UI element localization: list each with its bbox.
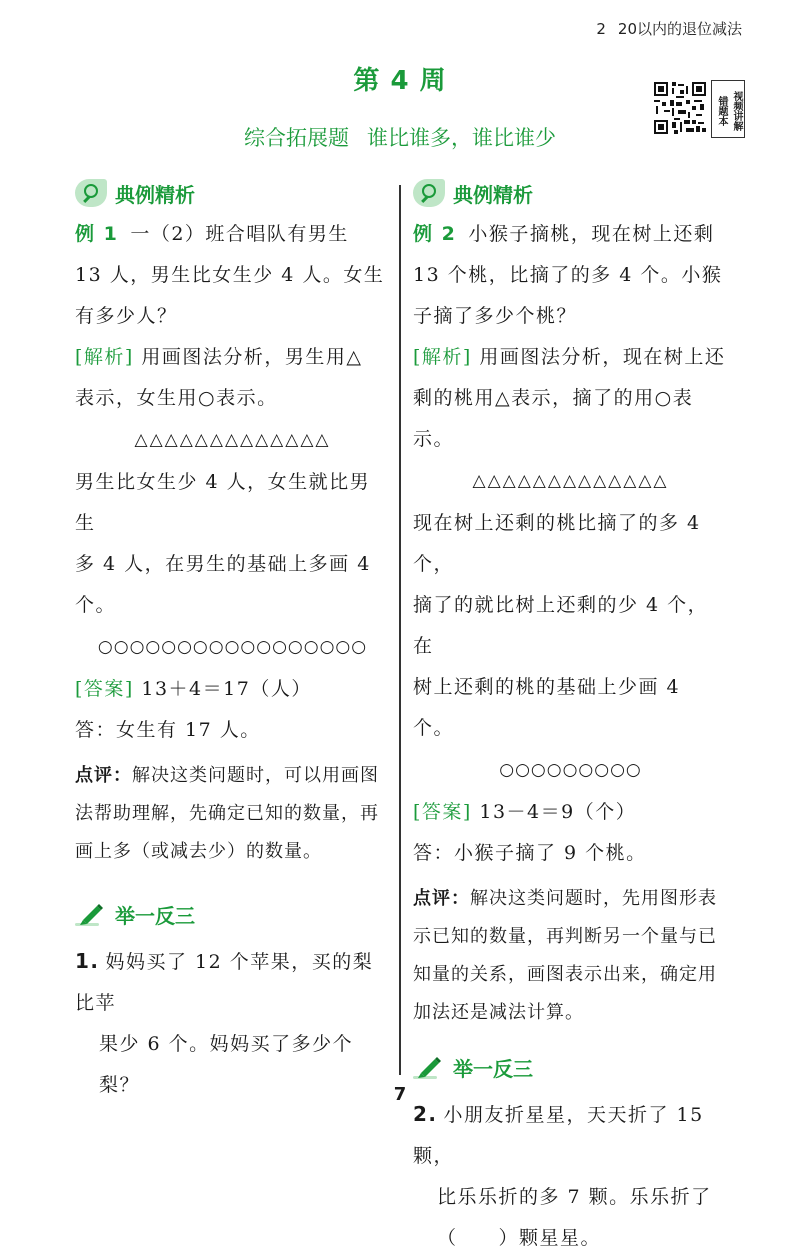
example-2-line: 13 个桃，比摘了的多 4 个。小猴: [413, 264, 723, 286]
comment-line: 加法还是减法计算。: [413, 1002, 584, 1023]
search-icon: [75, 179, 107, 207]
comment-line: 点评：解决这类问题时，先用图形表: [413, 888, 717, 909]
comment-line: 知量的关系，画图表示出来，确定用: [413, 964, 717, 985]
comment-line: 画上多（或减去少）的数量。: [75, 841, 322, 862]
qr-tag: [711, 80, 745, 138]
example-2-line: 例 2 小猴子摘桃，现在树上还剩: [413, 223, 715, 245]
answer-text: 答：小猴子摘了 9 个桃。: [413, 842, 647, 864]
comment-line: 点评：解决这类问题时，可以用画图: [75, 765, 379, 786]
comment-line: 示已知的数量，再判断另一个量与已: [413, 926, 717, 947]
comment-label: 点评：: [75, 765, 132, 786]
left-column: [75, 172, 390, 1106]
chapter-header: [596, 18, 742, 39]
pencil-icon: [413, 1054, 443, 1080]
example-section-header: [75, 172, 390, 214]
analysis-line: 剩的桃用△表示，摘了的用○表示。: [413, 387, 694, 450]
section-title: 举一反三: [115, 903, 195, 928]
answer-equation: [答案] 13－4＝9（个）: [413, 801, 637, 823]
question-1-line: 果少 6 个。妈妈买了多少个梨？: [99, 1033, 354, 1096]
triangle-row: △△△△△△△△△△△△△: [472, 471, 669, 491]
analysis-line: [解析] 用画图法分析，现在树上还: [413, 346, 726, 368]
page-number: 7: [393, 1084, 407, 1105]
practice-section-header: [413, 1046, 728, 1088]
question-1-line: 1. 妈妈买了 12 个苹果，买的梨比苹: [75, 949, 374, 1014]
comment-line: 法帮助理解，先确定已知的数量，再: [75, 803, 379, 824]
topic-label: 综合拓展题: [244, 126, 349, 150]
example-1-label: 例 1: [75, 223, 119, 245]
example-1-line: 13 人，男生比女生少 4 人。女生: [75, 264, 385, 286]
lesson-title: 谁比谁多，谁比谁少: [367, 126, 556, 150]
explain-line: 男生比女生少 4 人，女生就比男生: [75, 471, 371, 534]
practice-section-header: [75, 893, 390, 935]
circle-row: ○○○○○○○○○○○○○○○○○: [97, 637, 368, 657]
question-2-line: 比乐乐折的多 7 颗。乐乐折了: [437, 1186, 712, 1208]
triangle-row: △△△△△△△△△△△△△: [134, 430, 331, 450]
explain-line: 多 4 人，在男生的基础上多画 4 个。: [75, 553, 371, 616]
answer-tag: [答案]: [75, 678, 134, 700]
question-2-blank-line[interactable]: （ ）颗星星。: [437, 1227, 602, 1249]
qr-tag-line1: 错题本: [716, 95, 727, 126]
analysis-tag: [解析]: [413, 346, 472, 368]
qr-block[interactable]: [652, 80, 745, 138]
search-icon: [413, 179, 445, 207]
example-2-line: 子摘了多少个桃？: [413, 305, 578, 327]
explain-line: 树上还剩的桃的基础上少画 4 个。: [413, 676, 681, 739]
answer-text: 答：女生有 17 人。: [75, 719, 261, 741]
pencil-icon: [75, 901, 105, 927]
example-1-line: 例 1 一（2）班合唱队有男生: [75, 223, 349, 245]
question-1-number: 1.: [75, 949, 100, 973]
answer-tag: [答案]: [413, 801, 472, 823]
question-2-line: 2. 小朋友折星星，天天折了 15 颗，: [413, 1102, 704, 1167]
section-title: 典例精析: [115, 182, 195, 207]
section-title: 典例精析: [453, 182, 533, 207]
explain-line: 现在树上还剩的桃比摘了的多 4 个，: [413, 512, 701, 575]
chapter-number: 2: [596, 20, 606, 38]
column-divider: [399, 185, 401, 1075]
example-1-line: 有多少人？: [75, 305, 178, 327]
qr-tag-line2: 视频讲解: [731, 90, 742, 131]
comment-label: 点评：: [413, 888, 470, 909]
analysis-tag: [解析]: [75, 346, 134, 368]
question-2-number: 2.: [413, 1102, 438, 1126]
circle-row: ○○○○○○○○○: [499, 760, 642, 780]
section-title: 举一反三: [453, 1056, 533, 1081]
example-2-label: 例 2: [413, 223, 457, 245]
explain-line: 摘了的就比树上还剩的少 4 个，在: [413, 594, 709, 657]
example-section-header: [413, 172, 728, 214]
answer-equation: [答案] 13＋4＝17（人）: [75, 678, 312, 700]
week-title: 第 4 周: [353, 66, 447, 96]
analysis-line: 表示，女生用○表示。: [75, 387, 278, 409]
chapter-title: 20以内的退位减法: [617, 20, 742, 38]
qr-code-icon[interactable]: [652, 80, 708, 136]
analysis-line: [解析] 用画图法分析，男生用△: [75, 346, 363, 368]
